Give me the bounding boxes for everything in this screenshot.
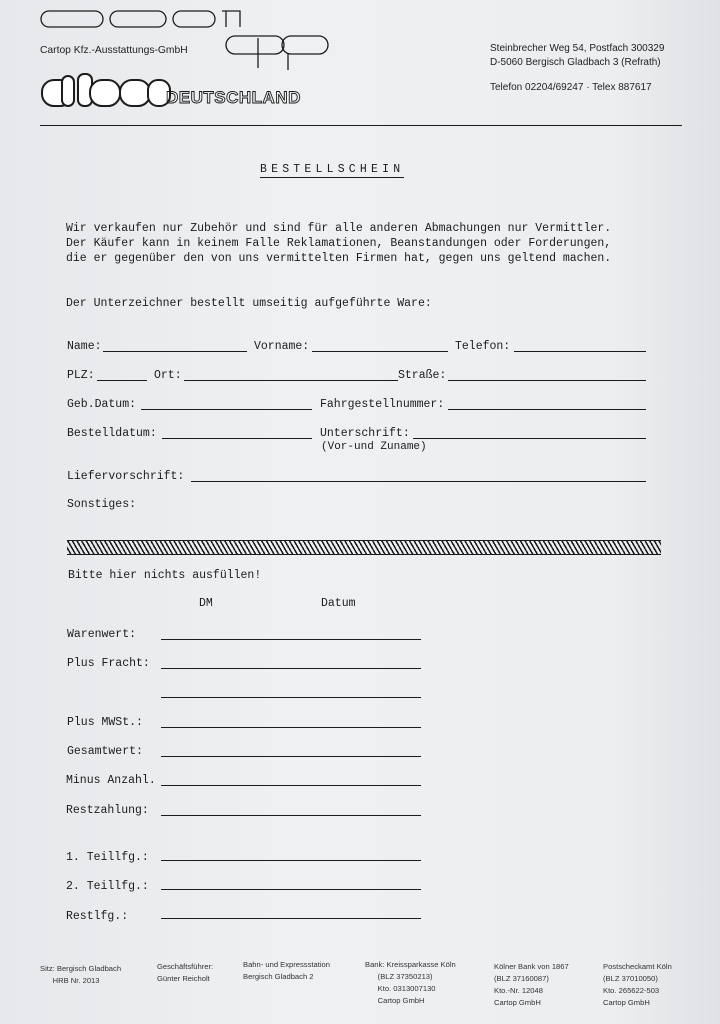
strasse-label: Straße:	[398, 369, 447, 382]
telefon-label: Telefon:	[455, 340, 511, 353]
minus-anzahl-field[interactable]	[161, 785, 421, 786]
form-title: BESTELLSCHEIN	[260, 163, 405, 176]
brand-wordmark	[44, 72, 45, 73]
column-datum: Datum	[321, 597, 356, 610]
order-statement: Der Unterzeichner bestellt umseitig aufgeführte Ware:	[66, 297, 432, 310]
liefervorschrift-field[interactable]	[191, 481, 646, 482]
hatched-separator	[67, 540, 661, 555]
header-rule	[40, 125, 682, 126]
brand-deutschland: DEUTSCHLAND	[166, 88, 301, 107]
bestelldatum-label: Bestelldatum:	[67, 427, 157, 440]
unterschrift-field[interactable]	[413, 438, 646, 439]
footer-bank-kreissparkasse: Bank: Kreissparkasse Köln (BLZ 37350213) Kto. 0313007130 Cartop GmbH	[365, 960, 456, 1005]
restzahlung-label: Restzahlung:	[66, 804, 149, 817]
blank-row-field[interactable]	[161, 697, 421, 698]
gesamtwert-label: Gesamtwert:	[67, 745, 143, 758]
intro-line-2: Der Käufer kann in keinem Falle Reklamationen, Beanstandungen oder Forderungen,	[66, 237, 612, 250]
sonstiges-label: Sonstiges:	[67, 498, 137, 511]
contact-line: Telefon 02204/69247 · Telex 887617	[490, 82, 652, 93]
vorname-field[interactable]	[312, 351, 448, 352]
liefervorschrift-label: Liefervorschrift:	[67, 470, 185, 483]
plz-label: PLZ:	[67, 369, 95, 382]
ort-label: Ort:	[154, 369, 182, 382]
restlfg-field[interactable]	[161, 918, 421, 919]
unterschrift-label: Unterschrift:	[320, 427, 410, 440]
company-name: Cartop Kfz.-Ausstattungs-GmbH	[40, 45, 188, 56]
footer-sitz: Sitz: Bergisch Gladbach HRB Nr. 2013	[40, 964, 122, 985]
ort-field[interactable]	[184, 380, 398, 381]
teillfg-2-field[interactable]	[161, 889, 421, 890]
geb-datum-field[interactable]	[141, 409, 312, 410]
bestelldatum-field[interactable]	[162, 438, 312, 439]
footer-postscheckamt: Postscheckamt Köln (BLZ 37010050) Kto. 265622-503 Cartop GmbH	[603, 962, 672, 1007]
teillfg-2-label: 2. Teillfg.:	[66, 880, 149, 893]
footer-bank-koelner: Kölner Bank von 1867 (BLZ 37160087) Kto.-Nr. 12048 Cartop GmbH	[494, 962, 569, 1007]
restzahlung-field[interactable]	[161, 815, 421, 816]
geb-datum-label: Geb.Datum:	[67, 398, 137, 411]
fahrgestellnummer-field[interactable]	[448, 409, 646, 410]
plus-mwst-label: Plus MWSt.:	[67, 716, 143, 729]
fahrgestellnummer-label: Fahrgestellnummer:	[320, 398, 445, 411]
plus-fracht-field[interactable]	[161, 668, 421, 669]
teillfg-1-field[interactable]	[161, 860, 421, 861]
column-dm: DM	[199, 597, 213, 610]
gesamtwert-field[interactable]	[161, 756, 421, 757]
warenwert-field[interactable]	[161, 639, 421, 640]
footer-geschaeftsfuehrer: Geschäftsführer: Günter Reicholt	[157, 962, 214, 983]
intro-line-3: die er gegenüber den von uns vermittelten Firmen hat, gegen uns geltend machen.	[66, 252, 612, 265]
vorname-label: Vorname:	[254, 340, 310, 353]
plz-field[interactable]	[97, 380, 147, 381]
warenwert-label: Warenwert:	[67, 628, 137, 641]
telefon-field[interactable]	[514, 351, 646, 352]
unterschrift-hint: (Vor-und Zuname)	[321, 441, 427, 453]
strasse-field[interactable]	[448, 380, 646, 381]
office-note: Bitte hier nichts ausfüllen!	[68, 569, 262, 582]
intro-line-1: Wir verkaufen nur Zubehör und sind für alle anderen Abmachungen nur Vermittler.	[66, 222, 612, 235]
footer-bahnstation: Bahn- und Expressstation Bergisch Gladbach 2	[243, 960, 330, 981]
minus-anzahl-label: Minus Anzahl.	[66, 774, 156, 787]
brand-name	[44, 80, 45, 81]
name-label: Name:	[67, 340, 102, 353]
name-field[interactable]	[103, 351, 247, 352]
plus-mwst-field[interactable]	[161, 727, 421, 728]
restlfg-label: Restlfg.:	[66, 910, 129, 923]
plus-fracht-label: Plus Fracht:	[67, 657, 150, 670]
teillfg-1-label: 1. Teillfg.:	[66, 851, 149, 864]
address-line-2: D-5060 Bergisch Gladbach 3 (Refrath)	[490, 57, 661, 68]
address-line-1: Steinbrecher Weg 54, Postfach 300329	[490, 43, 665, 54]
